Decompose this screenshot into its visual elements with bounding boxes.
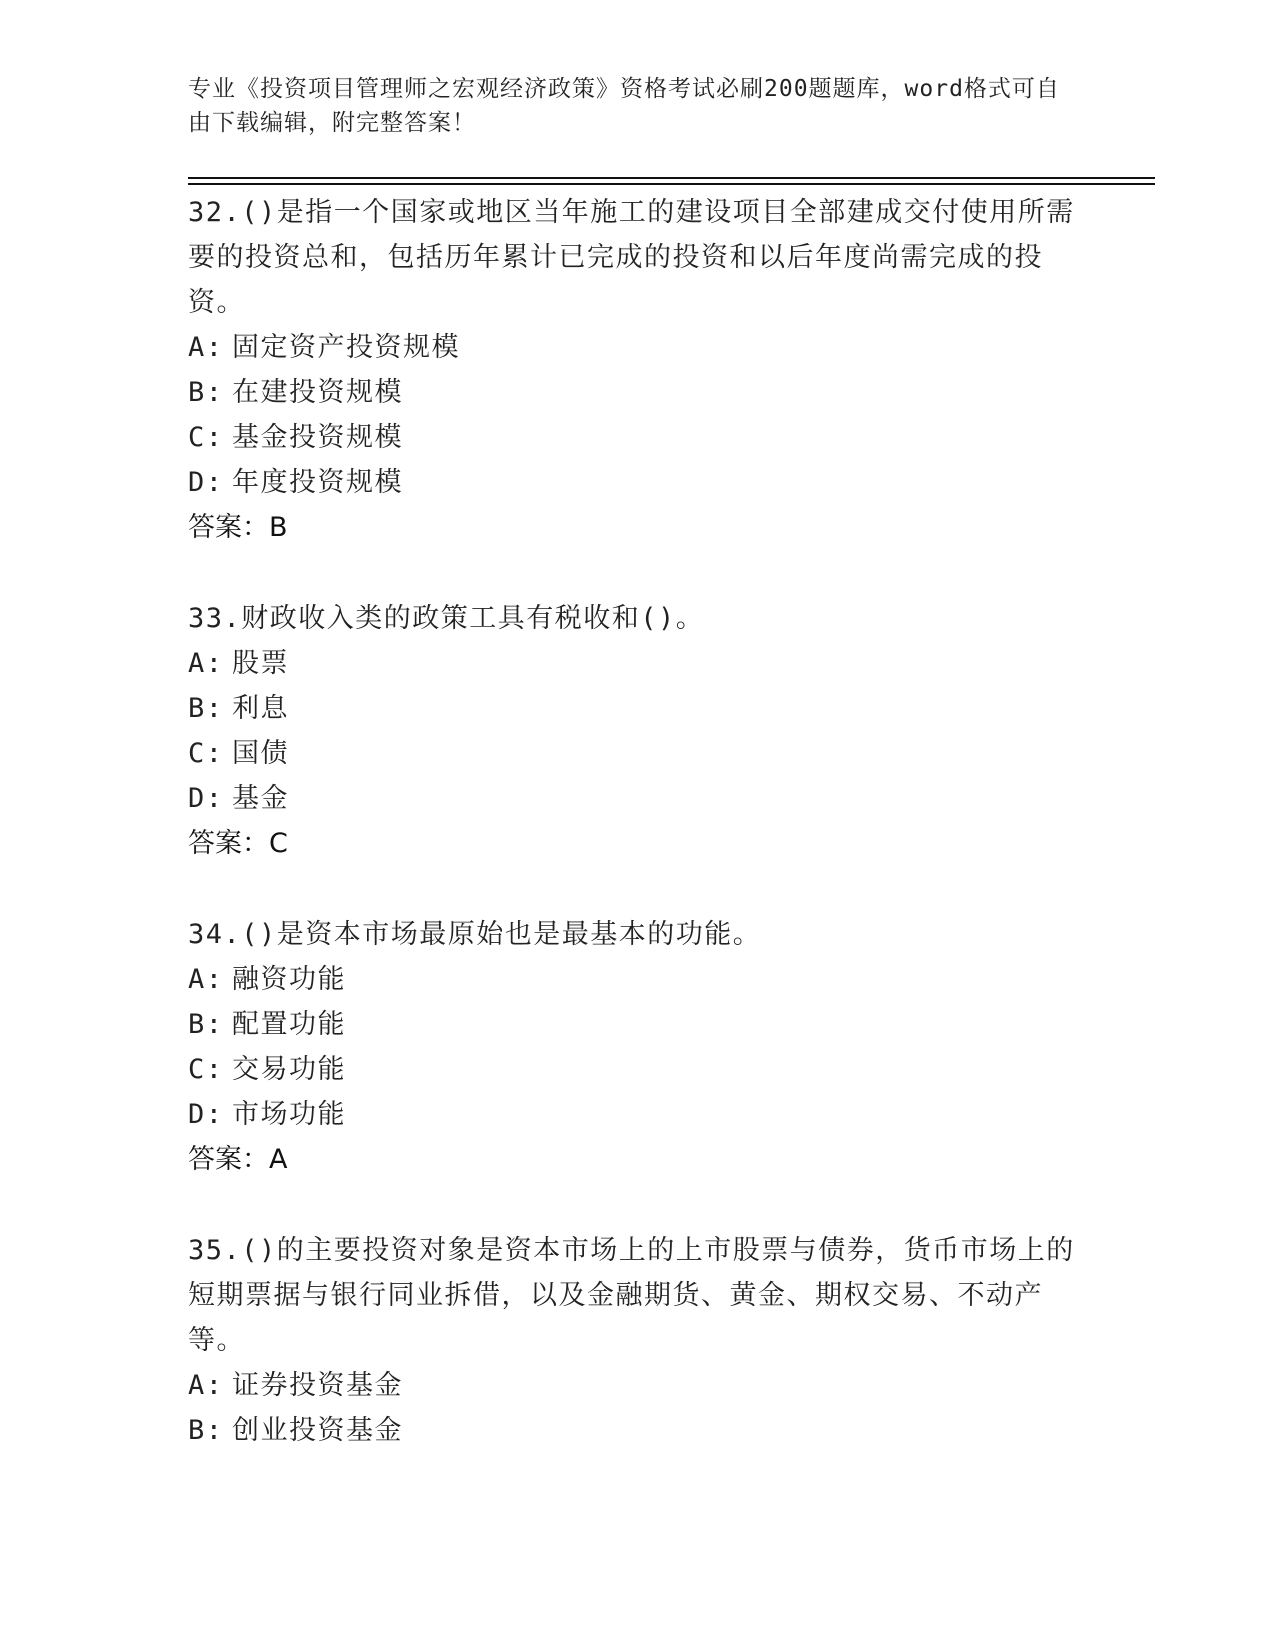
question-spacer — [188, 866, 1088, 912]
document-header: 专业《投资项目管理师之宏观经济政策》资格考试必刷200题题库，word格式可自由下载编辑，附完整答案！ — [188, 76, 1060, 136]
question-35 — [188, 1228, 1088, 1453]
question-spacer — [188, 1182, 1088, 1228]
option-text: 股票 — [232, 648, 289, 679]
option-text: 交易功能 — [232, 1054, 346, 1085]
option-text: 年度投资规模 — [232, 467, 403, 498]
option-a — [188, 957, 1088, 1002]
option-letter: A: — [188, 648, 224, 679]
option-letter: A: — [188, 964, 224, 995]
question-list — [188, 190, 1088, 1453]
option-c — [188, 415, 1088, 460]
question-32 — [188, 190, 1088, 550]
question-stem: 35.()的主要投资对象是资本市场上的上市股票与债券，货币市场上的短期票据与银行同业拆借，以及金融期货、黄金、期权交易、不动产等。 — [188, 1235, 1075, 1356]
option-text: 国债 — [232, 738, 289, 769]
question-spacer — [188, 550, 1088, 596]
option-a — [188, 325, 1088, 370]
option-text: 证券投资基金 — [232, 1370, 403, 1401]
option-d — [188, 776, 1088, 821]
option-a — [188, 641, 1088, 686]
option-letter: B: — [188, 377, 224, 408]
option-text: 融资功能 — [232, 964, 346, 995]
option-letter: B: — [188, 1009, 224, 1040]
option-b — [188, 1002, 1088, 1047]
header-divider-top — [188, 177, 1155, 179]
option-letter: A: — [188, 332, 224, 363]
question-33 — [188, 596, 1088, 866]
option-text: 基金投资规模 — [232, 422, 403, 453]
option-letter: C: — [188, 738, 224, 769]
option-letter: B: — [188, 1415, 224, 1446]
question-34 — [188, 912, 1088, 1182]
option-text: 市场功能 — [232, 1099, 346, 1130]
answer-key: 答案：A — [188, 1144, 288, 1175]
option-text: 创业投资基金 — [232, 1415, 403, 1446]
option-letter: C: — [188, 1054, 224, 1085]
option-text: 配置功能 — [232, 1009, 346, 1040]
answer-key: 答案：B — [188, 512, 288, 543]
option-letter: D: — [188, 467, 224, 498]
option-letter: C: — [188, 422, 224, 453]
option-text: 在建投资规模 — [232, 377, 403, 408]
option-text: 利息 — [232, 693, 289, 724]
option-d — [188, 1092, 1088, 1137]
option-b — [188, 370, 1088, 415]
question-stem: 32.()是指一个国家或地区当年施工的建设项目全部建成交付使用所需要的投资总和，包括历年累计已完成的投资和以后年度尚需完成的投资。 — [188, 197, 1075, 318]
option-letter: D: — [188, 1099, 224, 1130]
option-b — [188, 686, 1088, 731]
option-letter: D: — [188, 783, 224, 814]
option-letter: B: — [188, 693, 224, 724]
option-b — [188, 1408, 1088, 1453]
option-c — [188, 1047, 1088, 1092]
header-divider-bottom — [188, 183, 1155, 185]
option-a — [188, 1363, 1088, 1408]
option-d — [188, 460, 1088, 505]
option-letter: A: — [188, 1370, 224, 1401]
option-c — [188, 731, 1088, 776]
option-text: 固定资产投资规模 — [232, 332, 460, 363]
question-stem: 33.财政收入类的政策工具有税收和()。 — [188, 603, 705, 634]
option-text: 基金 — [232, 783, 289, 814]
question-stem: 34.()是资本市场最原始也是最基本的功能。 — [188, 919, 762, 950]
answer-key: 答案：C — [188, 828, 288, 859]
